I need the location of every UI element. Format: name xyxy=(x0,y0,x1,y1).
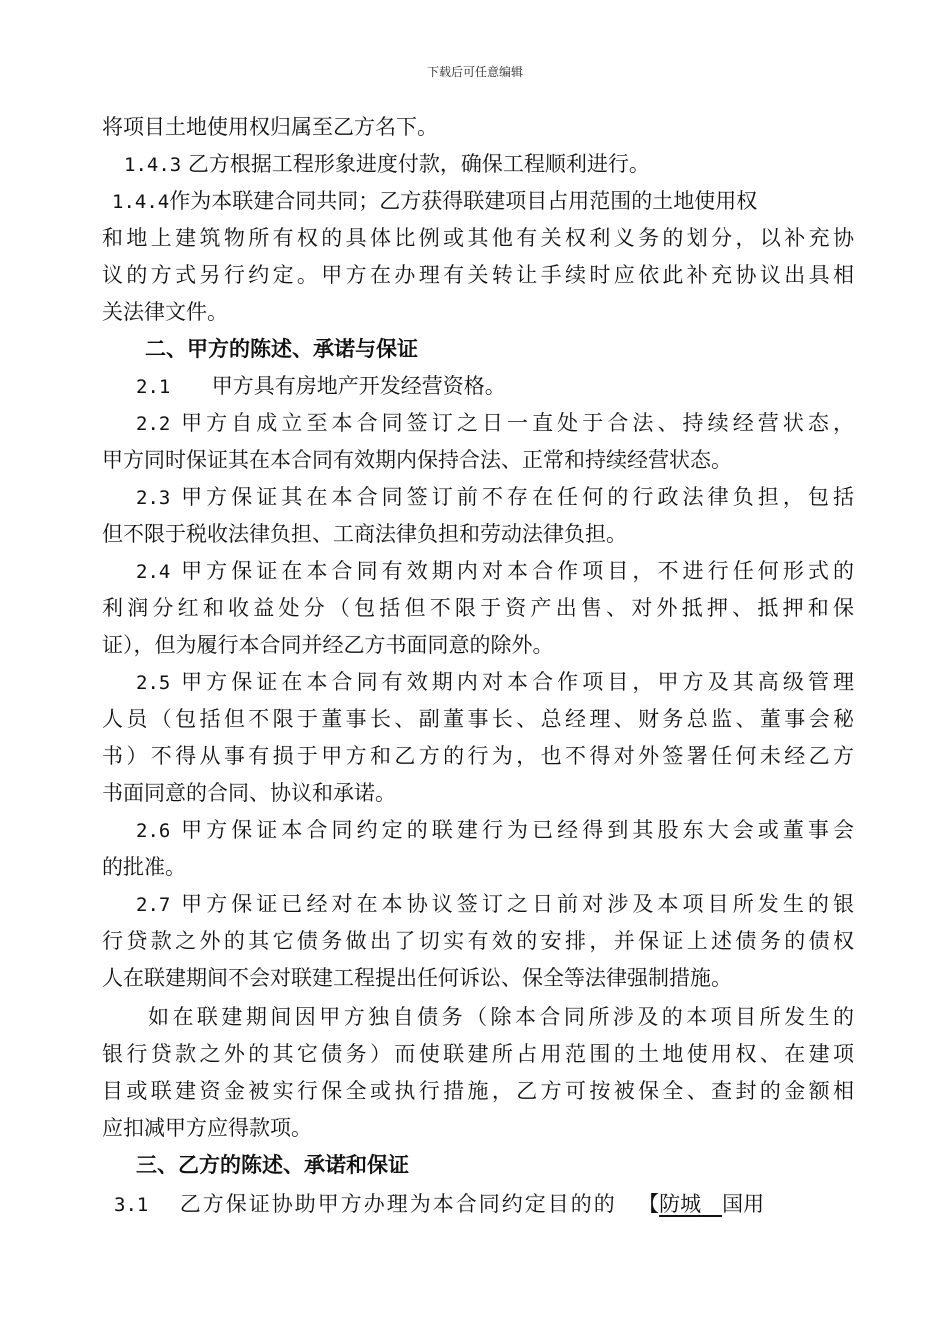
clause-2-3 xyxy=(136,483,854,512)
paragraph-line: 行贷款之外的其它债务做出了切实有效的安排，并保证上述债务的债权 xyxy=(102,929,854,953)
clause-number: 2.5 xyxy=(136,672,171,694)
clause-1-4-4 xyxy=(112,187,854,216)
paragraph-line: 目或联建资金被实行保全或执行措施，乙方可按被保全、查封的金额相 xyxy=(102,1079,854,1103)
paragraph-line: 书）不得从事有损于甲方和乙方的行为，也不得对外签署任何未经乙方 xyxy=(102,744,854,768)
clause-text: 甲方具有房地产开发经营资格。 xyxy=(211,374,506,398)
paragraph-line: 关法律文件。 xyxy=(102,300,228,324)
clause-number: 2.2 xyxy=(136,413,171,435)
paragraph-line: 如在联建期间因甲方独自债务（除本合同所涉及的本项目所发生的 xyxy=(148,1005,854,1029)
clause-text: 甲方自成立至本合同签订之日一直处于合法、持续经营状态， xyxy=(181,411,854,435)
clause-text: 乙方保证协助甲方办理为本合同约定目的的 xyxy=(179,1192,617,1216)
clause-2-2 xyxy=(136,409,854,438)
paragraph-line: 将项目土地使用权归属至乙方名下。 xyxy=(102,115,438,139)
clause-text: 甲方保证已经对在本协议签订之日前对涉及本项目所发生的银 xyxy=(181,892,854,916)
paragraph-line: 利润分红和收益处分（包括但不限于资产出售、对外抵押、抵押和保 xyxy=(102,596,854,620)
clause-number: 2.3 xyxy=(136,487,171,509)
clause-number: 2.1 xyxy=(136,376,171,398)
paragraph-line: 书面同意的合同、协议和承诺。 xyxy=(102,781,396,805)
paragraph-line: 甲方同时保证其在本合同有效期内保持合法、正常和持续经营状态。 xyxy=(102,448,732,472)
clause-number: 2.6 xyxy=(136,820,171,842)
clause-2-5 xyxy=(136,668,854,697)
page-header-note: 下载后可任意编辑 xyxy=(426,65,523,79)
clause-2-6 xyxy=(136,816,854,845)
clause-2-7 xyxy=(136,890,854,919)
paragraph-line: 应扣减甲方应得款项。 xyxy=(102,1116,312,1140)
clause-1-4-3 xyxy=(124,150,854,179)
clause-text: 乙方根据工程形象进度付款，确保工程顺利进行。 xyxy=(187,152,650,176)
section-heading-3: 三、乙方的陈述、承诺和保证 xyxy=(136,1152,409,1177)
clause-text: 甲方保证在本合同有效期内对本合作项目，甲方及其高级管理 xyxy=(181,670,854,694)
paragraph-line: 和地上建筑物所有权的具体比例或其他有关权利义务的划分，以补充协 xyxy=(102,226,854,250)
section-heading-2: 二、甲方的陈述、承诺与保证 xyxy=(145,336,418,361)
paragraph-line: 的批准。 xyxy=(102,855,186,879)
clause-text: 甲方保证本合同约定的联建行为已经得到其股东大会或董事会 xyxy=(181,818,854,842)
clause-number: 1.4.4 xyxy=(112,191,170,213)
clause-number: 3.1 xyxy=(114,1194,149,1216)
underlined-field xyxy=(659,1192,722,1216)
clause-text: 甲方保证在本合同有效期内对本合作项目，不进行任何形式的 xyxy=(181,559,854,583)
paragraph-line: 银行贷款之外的其它债务）而使联建所占用范围的土地使用权、在建项 xyxy=(102,1042,854,1066)
clause-3-1 xyxy=(114,1190,854,1219)
bracket-open: 【 xyxy=(638,1192,660,1216)
clause-number: 1.4.3 xyxy=(124,154,182,176)
clause-text: 作为本联建合同共同；乙方获得联建项目占用范围的土地使用权 xyxy=(169,189,758,213)
clause-2-1 xyxy=(136,372,854,401)
clause-number: 2.7 xyxy=(136,894,171,916)
underlined-field-text: 防城 xyxy=(659,1192,702,1216)
clause-number: 2.4 xyxy=(136,561,171,583)
clause-2-4 xyxy=(136,557,854,586)
clause-text-end: 国用 xyxy=(722,1192,765,1216)
paragraph-line: 人员（包括但不限于董事长、副董事长、总经理、财务总监、董事会秘 xyxy=(102,707,854,731)
paragraph-line: 人在联建期间不会对联建工程提出任何诉讼、保全等法律强制措施。 xyxy=(102,966,732,990)
paragraph-line: 证），但为履行本合同并经乙方书面同意的除外。 xyxy=(102,633,554,657)
clause-text: 甲方保证其在本合同签订前不存在任何的行政法律负担，包括 xyxy=(181,485,854,509)
paragraph-line: 但不限于税收法律负担、工商法律负担和劳动法律负担。 xyxy=(102,522,627,546)
paragraph-line: 议的方式另行约定。甲方在办理有关转让手续时应依此补充协议出具相 xyxy=(102,263,854,287)
